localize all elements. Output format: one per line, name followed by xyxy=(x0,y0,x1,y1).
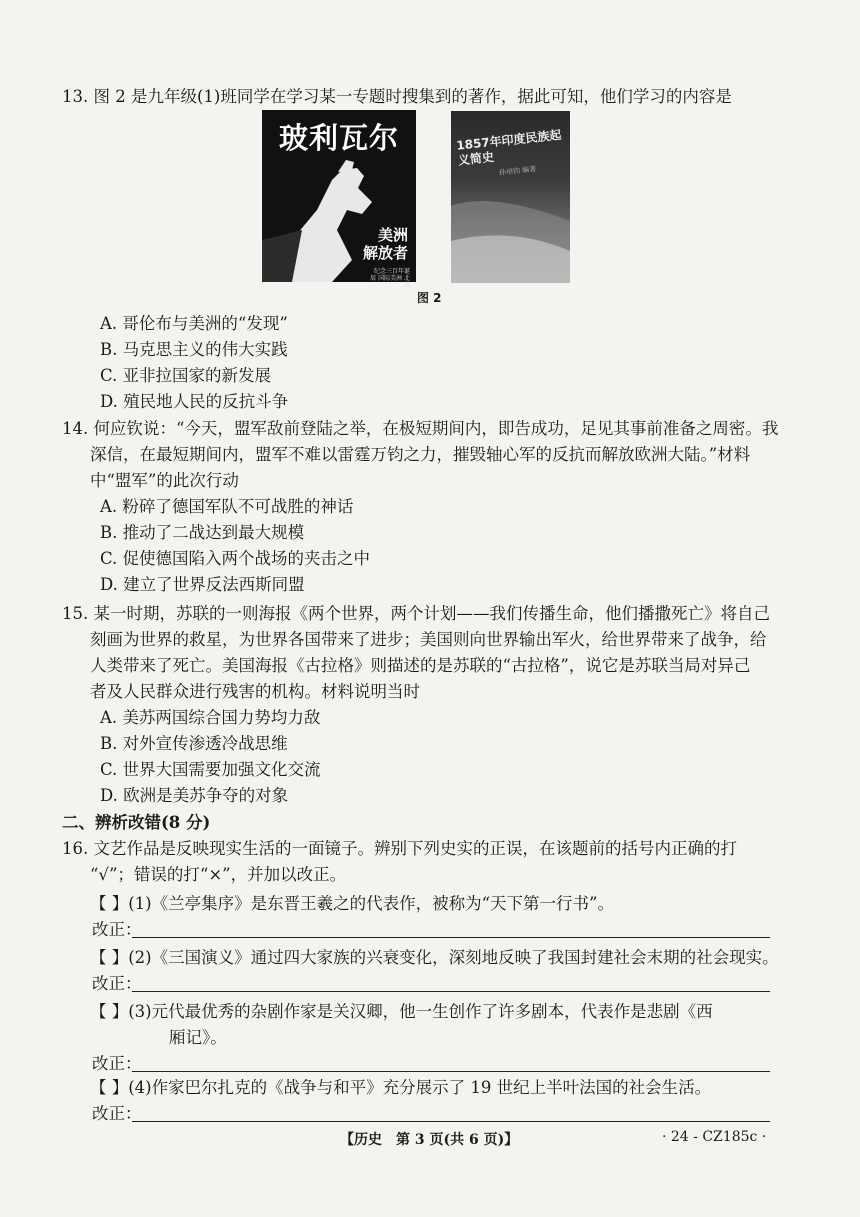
book-cover-india-1857 xyxy=(451,111,570,283)
q14-line-2: 深信，在最短期间内，盟军不难以雷霆万钧之力，摧毁轴心军的反抗而解放欧洲大陆。”材料 xyxy=(90,445,751,464)
q13-option-d: D. 殖民地人民的反抗斗争 xyxy=(100,392,289,411)
q16-correction-label-3: 改正： xyxy=(92,1054,142,1073)
q16-item-2: 【 】(2)《三国演义》通过四大家族的兴衰变化，深刻地反映了我国封建社会末期的社会现实。 xyxy=(90,948,779,967)
q16-answer-line-3[interactable] xyxy=(132,1071,770,1072)
q16-correction-label-4: 改正： xyxy=(92,1104,142,1123)
q13-stem: 13. 图 2 是九年级(1)班同学在学习某一专题时搜集到的著作，据此可知，他们学习的内容是 xyxy=(62,87,732,106)
book1-subtitle-2: 解放者 xyxy=(362,244,408,262)
book2-author: 孙培钧 编著 xyxy=(498,165,537,177)
q14-option-a: A. 粉碎了德国军队不可战胜的神话 xyxy=(100,497,354,516)
q16-item-3-continued: 厢记》。 xyxy=(169,1028,227,1047)
exam-code: · 24 - CZ185c · xyxy=(662,1129,767,1145)
book2-title: 1857年印度民族起义简史 xyxy=(455,127,563,168)
q16-item-1: 【 】(1)《兰亭集序》是东晋王羲之的代表作，被称为“天下第一行书”。 xyxy=(90,894,614,913)
q14-line-3: 中“盟军”的此次行动 xyxy=(90,471,239,490)
q15-line-3: 人类带来了死亡。美国海报《古拉格》则描述的是苏联的“古拉格”，说它是苏联当局对异己 xyxy=(90,656,751,675)
q13-option-b: B. 马克思主义的伟大实践 xyxy=(100,340,288,359)
q16-answer-line-4[interactable] xyxy=(132,1121,770,1122)
q16-item-3: 【 】(3)元代最优秀的杂剧作家是关汉卿，他一生创作了许多剧本，代表作是悲剧《西 xyxy=(90,1002,713,1021)
q16-correction-label-2: 改正： xyxy=(92,974,142,993)
q15-option-b: B. 对外宣传渗透冷战思维 xyxy=(100,734,288,753)
q15-line-4: 者及人民群众进行残害的机构。材料说明当时 xyxy=(90,682,420,701)
q16-correction-label-1: 改正： xyxy=(92,920,142,939)
q15-option-c: C. 世界大国需要加强文化交流 xyxy=(100,760,321,779)
q16-answer-line-1[interactable] xyxy=(132,937,770,938)
q15-option-a: A. 美苏两国综合国力势均力敌 xyxy=(100,708,321,727)
q14-option-d: D. 建立了世界反法西斯同盟 xyxy=(100,575,305,594)
q15-line-2: 刻画为世界的救星，为世界各国带来了进步；美国则向世界输出军火，给世界带来了战争，给 xyxy=(90,630,767,649)
page-footer: 【历史 第 3 页(共 6 页)】 xyxy=(340,1132,519,1148)
q16-line-1: 16. 文艺作品是反映现实生活的一面镜子。辨别下列史实的正误，在该题前的括号内正确的打 xyxy=(62,839,737,858)
section-heading: 二、辨析改错(8 分) xyxy=(62,813,211,832)
q14-option-c: C. 促使德国陷入两个战场的夹击之中 xyxy=(100,549,371,568)
q14-option-b: B. 推动了二战达到最大规模 xyxy=(100,523,305,542)
q16-answer-line-2[interactable] xyxy=(132,991,770,992)
q16-line-2: “√”；错误的打“×”，并加以改正。 xyxy=(90,865,347,884)
figure-caption: 图 2 xyxy=(417,291,442,305)
q13-option-c: C. 亚非拉国家的新发展 xyxy=(100,366,272,385)
book1-title: 玻利瓦尔 xyxy=(278,121,399,155)
q13-option-a: A. 哥伦布与美洲的“发现” xyxy=(100,314,288,333)
q15-line-1: 15. 某一时期，苏联的一则海报《两个世界，两个计划——我们传播生命，他们播撒死亡》将自己 xyxy=(62,604,770,623)
q16-item-4: 【 】(4)作家巴尔扎克的《战争与和平》充分展示了 19 世纪上半叶法国的社会生活。 xyxy=(90,1078,712,1097)
q14-line-1: 14. 何应钦说：“今天，盟军敌前登陆之举，在极短期间内，即告成功，足见其事前准备之周密。我 xyxy=(62,419,779,438)
book-cover-bolivar xyxy=(262,110,416,289)
q15-option-d: D. 欧洲是美苏争夺的对象 xyxy=(100,786,289,805)
book1-subtitle-1: 美洲 xyxy=(377,226,408,244)
book1-publisher: 纪念三百年诞辰 国际美洲 北美 xyxy=(370,268,410,289)
